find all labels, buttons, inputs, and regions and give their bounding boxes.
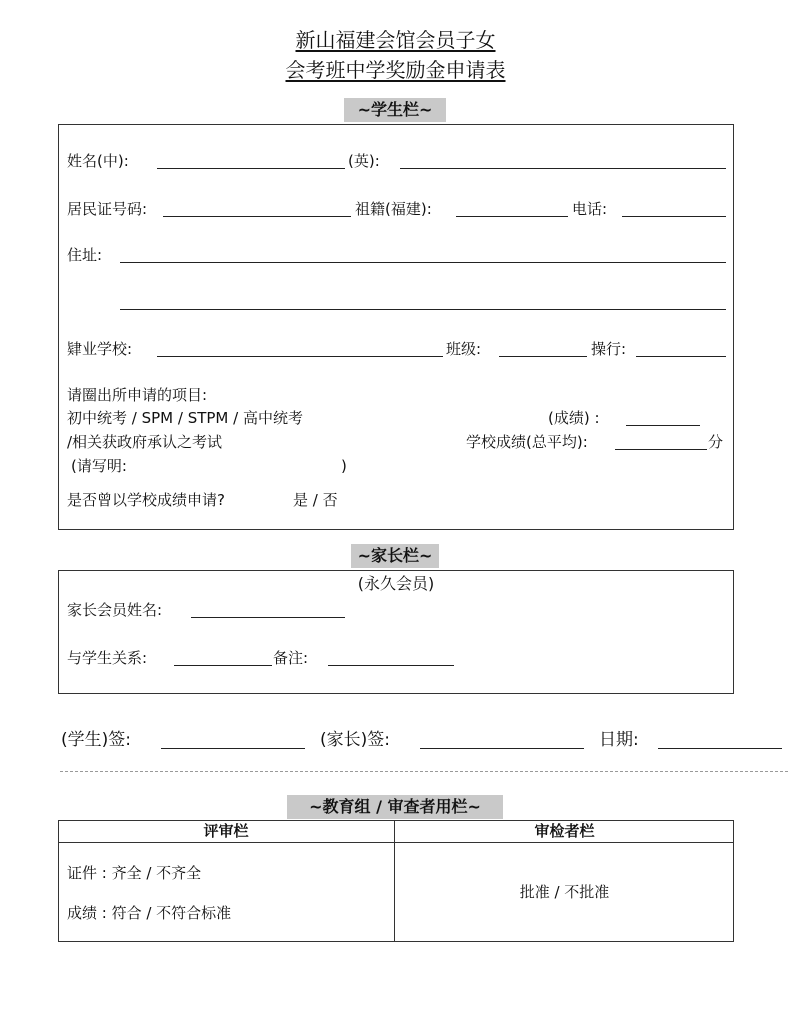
gov-exam-option[interactable]: /相关获政府承认之考试: [67, 433, 223, 451]
school-field[interactable]: [157, 356, 443, 357]
parent-subheader: (永久会员): [357, 574, 435, 593]
phone-label: 电话:: [572, 200, 608, 218]
form-title-line2: 会考班中学奖励金申请表: [285, 58, 506, 82]
ic-field[interactable]: [163, 216, 351, 217]
parent-member-name-field[interactable]: [191, 617, 345, 618]
parent-sign-field[interactable]: [420, 748, 584, 749]
cut-line-divider: [60, 771, 788, 772]
inspector-column-header: 审检者栏: [534, 822, 595, 840]
conduct-field[interactable]: [636, 356, 726, 357]
parent-sign-label: (家长)签:: [320, 730, 390, 750]
phone-field[interactable]: [622, 216, 726, 217]
ancestry-field[interactable]: [456, 216, 568, 217]
relation-field[interactable]: [174, 665, 272, 666]
class-field[interactable]: [499, 356, 587, 357]
parent-member-name-label: 家长会员姓名:: [67, 601, 163, 619]
documents-check-options[interactable]: 证件 : 齐全 / 不齐全: [67, 864, 202, 882]
student-section-box: [58, 124, 734, 530]
school-avg-label: 学校成绩(总平均):: [466, 433, 588, 451]
date-label: 日期:: [599, 730, 639, 750]
form-title-line1: 新山福建会馆会员子女: [295, 28, 496, 52]
prior-application-options[interactable]: 是 / 否: [293, 491, 338, 509]
results-field[interactable]: [626, 425, 700, 426]
conduct-label: 操行:: [591, 340, 627, 358]
student-sign-field[interactable]: [161, 748, 305, 749]
student-section-header: ~学生栏~: [344, 98, 446, 122]
review-column-header: 评审栏: [203, 822, 249, 840]
approval-options[interactable]: 批准 / 不批准: [519, 883, 610, 901]
results-check-options[interactable]: 成绩 : 符合 / 不符合标准: [67, 904, 232, 922]
address-label: 住址:: [67, 246, 103, 264]
results-label: (成绩) :: [548, 409, 600, 427]
name-en-field[interactable]: [400, 168, 726, 169]
address-field-line1[interactable]: [120, 262, 726, 263]
class-label: 班级:: [446, 340, 482, 358]
name-en-label: (英):: [348, 152, 380, 170]
prior-application-question: 是否曾以学校成绩申请?: [67, 491, 225, 509]
remarks-label: 备注:: [273, 649, 309, 667]
exam-options[interactable]: 初中统考 / SPM / STPM / 高中统考: [67, 409, 303, 427]
remarks-field[interactable]: [328, 665, 454, 666]
date-field[interactable]: [658, 748, 782, 749]
relation-label: 与学生关系:: [67, 649, 148, 667]
education-section-header: ~教育组 / 审查者用栏~: [287, 795, 503, 819]
school-avg-field[interactable]: [615, 449, 707, 450]
specify-close: ): [341, 457, 347, 475]
student-sign-label: (学生)签:: [61, 730, 131, 750]
name-cn-field[interactable]: [157, 168, 345, 169]
name-cn-label: 姓名(中):: [67, 152, 129, 170]
circle-prompt: 请圈出所申请的项目:: [67, 386, 208, 404]
ic-label: 居民证号码:: [67, 200, 148, 218]
table-header-divider: [58, 842, 734, 843]
specify-open: (请写明:: [71, 457, 127, 475]
parent-section-header: ~家长栏~: [351, 544, 439, 568]
score-unit: 分: [708, 433, 724, 451]
ancestry-label: 祖籍(福建):: [355, 200, 432, 218]
address-field-line2[interactable]: [120, 309, 726, 310]
school-label: 肄业学校:: [67, 340, 133, 358]
